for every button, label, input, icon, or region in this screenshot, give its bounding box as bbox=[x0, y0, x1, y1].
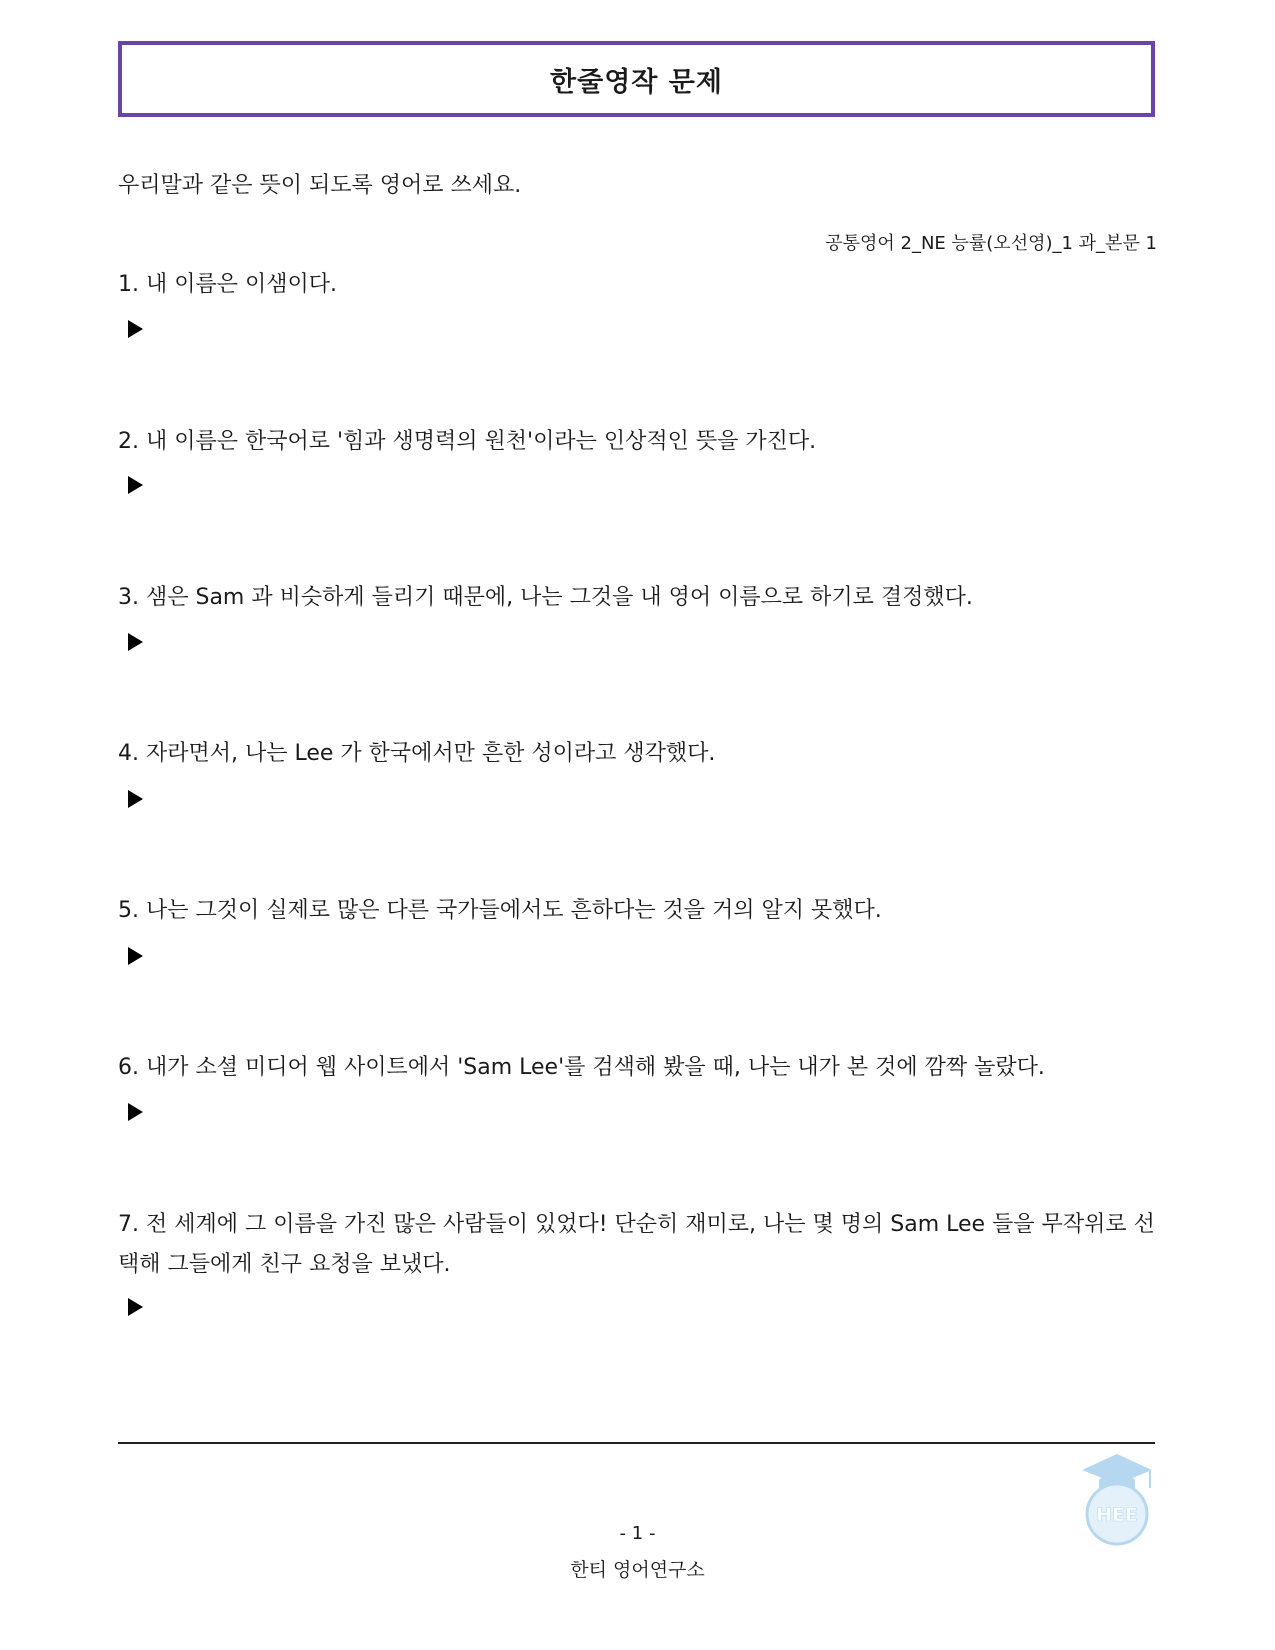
question-2: 2. 내 이름은 한국어로 '힘과 생명력의 원천'이라는 인상적인 뜻을 가진다. bbox=[118, 429, 817, 454]
play-triangle-icon bbox=[128, 1103, 143, 1121]
source-label: 공통영어 2_NE 능률(오선영)_1 과_본문 1 bbox=[825, 233, 1157, 254]
play-triangle-icon bbox=[128, 320, 143, 338]
question-3: 3. 샘은 Sam 과 비슷하게 들리기 때문에, 나는 그것을 내 영어 이름으로 하기로 결정했다. bbox=[118, 585, 973, 610]
question-7: 7. 전 세계에 그 이름을 가진 많은 사람들이 있었다! 단순히 재미로, 나는 몇 명의 Sam Lee 들을 무작위로 선택해 그들에게 친구 요청을 보냈다. bbox=[118, 1212, 1155, 1277]
play-triangle-icon bbox=[128, 476, 143, 494]
question-1: 1. 내 이름은 이샘이다. bbox=[118, 272, 337, 297]
logo-text: HEE bbox=[1096, 1504, 1138, 1526]
question-6: 6. 내가 소셜 미디어 웹 사이트에서 'Sam Lee'를 검색해 봤을 때, 나는 내가 본 것에 깜짝 놀랐다. bbox=[118, 1055, 1045, 1080]
bottom-divider bbox=[118, 1442, 1155, 1444]
play-triangle-icon bbox=[128, 947, 143, 965]
question-5: 5. 나는 그것이 실제로 많은 다른 국가들에서도 흔하다는 것을 거의 알지 못했다. bbox=[118, 898, 882, 923]
instruction-text: 우리말과 같은 뜻이 되도록 영어로 쓰세요. bbox=[118, 173, 522, 198]
play-triangle-icon bbox=[128, 790, 143, 808]
play-triangle-icon bbox=[128, 1298, 143, 1316]
footer-organization: 한티 영어연구소 bbox=[570, 1559, 705, 1581]
play-triangle-icon bbox=[128, 633, 143, 651]
page-number: - 1 - bbox=[619, 1523, 656, 1544]
question-4: 4. 자라면서, 나는 Lee 가 한국에서만 흔한 성이라고 생각했다. bbox=[118, 741, 716, 766]
title-box bbox=[118, 41, 1155, 117]
page-title: 한줄영작 문제 bbox=[550, 66, 723, 98]
